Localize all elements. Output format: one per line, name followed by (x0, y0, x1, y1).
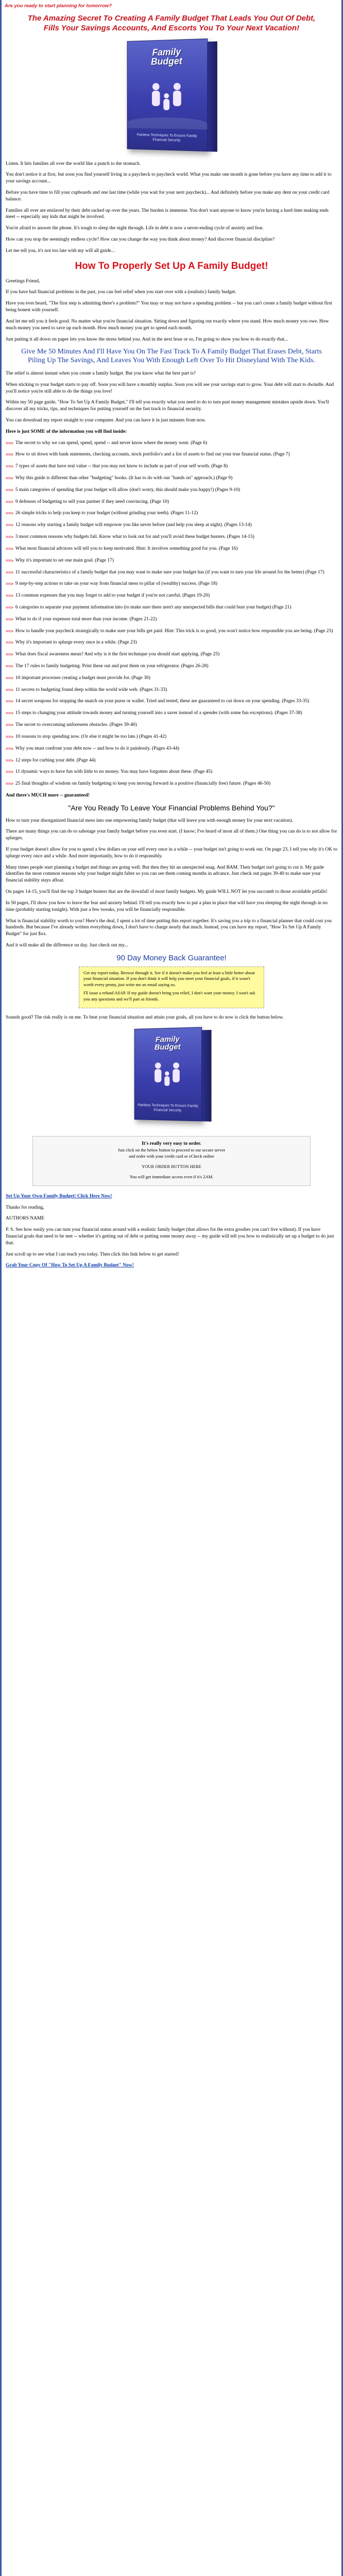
feature-bullet (6, 475, 337, 482)
arrow-icon: ==> (6, 499, 13, 504)
guarantee-box (79, 967, 264, 1008)
feature-bullet (6, 557, 337, 564)
feature-bullet (6, 440, 337, 447)
feature-bullet-text: How to sit down with bank statements, checking accounts, stock portfolio's and a list of assets to find out your true financial status. (Page 7) (15, 452, 290, 457)
order-instant-text: You will get immediate access even if it's 2AM. (129, 1174, 214, 1179)
arrow-icon: ==> (6, 522, 13, 528)
book-spine-2 (202, 1030, 211, 1122)
feature-bullet (6, 499, 337, 505)
arrow-icon: ==> (6, 440, 13, 446)
feature-bullet (6, 687, 337, 693)
feature-bullet-text: Why this guide is different than other "budgeting" books. (It has to do with our "hands on" approach.) (Page 9) (15, 476, 233, 481)
feature-bullet-text: 5 main categories of spending that your budget will allow (don't worry, this should make you happy!) (Pages 9-10) (15, 487, 241, 493)
arrow-icon: ==> (6, 640, 13, 646)
order-box (32, 1136, 311, 1186)
arrow-icon: ==> (6, 581, 13, 587)
intro-paragraph: Families all over are enslaved by their debt racked up over the years. The burden is immense. You don't want anyone to know you're having a hard time making ends meet -- especially any kids that might be involved. (6, 208, 329, 220)
body-paragraph: In 50 pages, I'll show you how to leave the fear and anxiety behind. I'll tell you exactly how to put a plan in place that will have you sleeping the night through in no time (probably starting tonight). With just a few tweaks, you will be financially responsible. (6, 900, 328, 912)
feature-bullet-text: 11 dynamic ways to have fun with little to no money. You may have forgotten about these. (Page 45) (15, 769, 213, 775)
body-paragraph: How to turn your disorganized financial mess into one empowering family budget (that will leave you with enough money for your next vacation). (6, 818, 293, 823)
body-section-1 (2, 278, 341, 343)
feature-bullet (6, 781, 337, 787)
book-cover-2 (134, 1027, 211, 1127)
intro-paragraph: Before you have time to fill your cupboards and one last time (while you wait for your next paycheck)... And definitely before you make any dent on your credit card balance. (6, 190, 330, 202)
order-button[interactable]: YOUR ORDER BUTTON HERE (142, 1164, 201, 1169)
feature-bullet (6, 604, 337, 611)
theres-more-line: And there's MUCH more -- guaranteed! (6, 792, 90, 798)
order-line-2: and order with your credit card or eCheck online (129, 1154, 214, 1159)
feature-bullet-text: Why it's important to set one main goal. (Page 17) (15, 557, 114, 563)
book-title-line2: Budget (151, 56, 182, 67)
feature-bullet (6, 581, 337, 587)
feature-bullet (6, 487, 337, 494)
hero-heading: The Amazing Secret To Creating A Family Budget That Leads You Out Of Debt, Fills Your Savings Accounts, And Escorts You To Your Next Vacation! (27, 14, 316, 32)
body-paragraph: And let me tell you it feels good. No matter what you're financial situation. Sitting down and figuring out exactly where you stand. How much money you owe. How much money you need to save up each month. How much money you get to spend each month. (6, 318, 329, 331)
book-subtitle: Painless Techniques To Ensure Family Financial Security (138, 1104, 198, 1112)
feature-bullet-text: 14 secret weapons for stopping the snatch on your purse or wallet. Tried and tested, these are guaranteed to cut down on your spending. (Pages 33-35) (15, 699, 310, 704)
book-cover (127, 38, 218, 157)
guarantee-heading: 90 Day Money Back Guarantee! (116, 953, 227, 962)
feature-bullet-text: What does fiscal awareness mean? And why is it the first technique you should start applying. (Page 25) (15, 652, 220, 657)
book-face (127, 38, 208, 151)
greeting: Greetings Friend, (6, 278, 40, 284)
arrow-icon: ==> (6, 722, 13, 728)
body-paragraph: Many times people start planning a budget and things are going well. But then they hit an unexpected snag. And BAM. Their budget isn't going to cut it. My guide identifies the most common reasons why your budget might falter so you can see them coming months in advance. Just check out pages 39-40 to make sure your financial stability stays afloat. (6, 865, 324, 884)
feature-bullet-text: What most financial advisors will tell you to keep motivated. Hint: It involves something good for you. (Page 16) (15, 546, 238, 551)
book-title-line1: Family (152, 46, 181, 58)
feature-bullet-text: How to handle your paycheck strategically to make sure your bills get paid. Hint: This trick is so good, you won't notice how responsible you are being. (Page 23) (15, 628, 333, 634)
arrow-icon: ==> (6, 616, 13, 622)
body-section-3 (2, 818, 341, 949)
guarantee-paragraph: Get my report today. Browse through it. See if it doesn't make you feel at least a little better about your financial situation. If you don't think it will help you meet your financial goals, if it wasn't worth every penny, just write me an email saying so. (83, 970, 255, 987)
setup-budget-link[interactable]: Set Up Your Own Family Budget! Click Here Now! (6, 1193, 112, 1199)
feature-bullet (6, 463, 337, 470)
arrow-icon: ==> (6, 628, 13, 634)
feature-bullet (6, 757, 337, 764)
feature-bullet-text: 3 most common reasons why budgets fail. Know what to look out for and you'll avoid these budget busters. (Pages 14-15) (15, 534, 254, 540)
feature-bullet-text: 15 steps to changing your attitude towards money and turning yourself into a saver instead of a spender (with some fun exceptions). (Pages 37-38) (15, 710, 302, 716)
feature-bullet (6, 628, 337, 635)
intro-section (2, 161, 341, 255)
feature-bullet-list (2, 440, 341, 787)
feature-bullet-text: 12 reasons why starting a family budget will empower you like never before (and help you sleep at night). (Pages 13-14) (15, 522, 252, 528)
give-me-subheading: Give Me 50 Minutes And I'll Have You On The Fast Track To A Family Budget That Erases Debt, Starts Piling Up The Savings, And Leaves You With Enough Left Over To Hit Disneyland With The Kids. (21, 348, 322, 365)
setup-heading: How To Properly Set Up A Family Budget! (75, 260, 268, 272)
intro-paragraph: You don't notice it at first, but soon you find yourself living in a paycheck to paycheck world. What you make one month is gone before you have any time to add it to your savings account... (6, 172, 332, 184)
feature-bullet (6, 592, 337, 599)
book-face-2 (134, 1027, 202, 1121)
guarantee-paragraph: I'll issue a refund ASAP. If my guide doesn't bring you relief, I don't want your money. I won't ask you any questions and we'll part as friends. (83, 990, 255, 1002)
feature-bullet (6, 569, 337, 576)
feature-bullet (6, 451, 337, 458)
grab-copy-link[interactable]: Grab Your Copy Of "How To Set Up A Family Budget" Now! (6, 1263, 134, 1268)
feature-bullet (6, 745, 337, 752)
feature-bullet-text: 6 categories to separate your payment information into (to make sure there aren't any unexpected bills that could bust your budget) (Page 21) (15, 604, 291, 610)
arrow-icon: ==> (6, 745, 13, 751)
arrow-icon: ==> (6, 769, 13, 775)
feature-bullet-text: 7 types of assets that have real value -- that you may not know to include as part of your self worth. (Page 8) (15, 464, 228, 469)
arrow-icon: ==> (6, 476, 13, 481)
body-paragraph: What is financial stability worth to you? Here's the deal, I spent a lot of time putting this report together. It's saving you a trip to a financial planner that could cost you hundreds. But because I've already written everything down, I don't have to charge nearly that much. Instead, you can have my report, "How To Set Up A Family Budget" for just $xx. (6, 918, 332, 937)
body-paragraph: And it will make all the difference on day. Just check out my... (6, 942, 128, 948)
intro-paragraph: Let me tell you, it's not too late with my will all guide... (6, 248, 115, 253)
feature-bullet-text: 25 final thoughts of wisdom on family budgeting to keep you moving forward in a positive (financially free) future. (Pages 46-50) (15, 781, 271, 787)
here-is-line: Here is just SOME of the information you will find inside: (6, 429, 127, 434)
body-paragraph: Just putting it all down on paper lets you know the stress behind you. And in the next hour or so, I'm going to show you how to do exactly that... (6, 336, 288, 342)
book-cover-wrap-2 (2, 1026, 341, 1131)
feature-bullet-text: What to do if your expenses total more than your income. (Pages 21-22) (15, 616, 157, 622)
feature-bullet (6, 663, 337, 670)
feature-bullet-text: 10 reasons to stop spending now. (Or else it might be too late.) (Pages 41-42) (15, 734, 167, 739)
arrow-icon: ==> (6, 487, 13, 493)
intro-paragraph: How can you stop the seemingly endless cycle? How can you change the way you think about money? And discover financial discipline? (6, 237, 275, 242)
body-section-2 (2, 370, 341, 435)
arrow-icon: ==> (6, 511, 13, 516)
book-wave (128, 117, 208, 129)
book-title-line2: Budget (154, 1042, 181, 1052)
arrow-icon: ==> (6, 757, 13, 763)
arrow-icon: ==> (6, 652, 13, 657)
arrow-icon: ==> (6, 534, 13, 540)
intro-paragraph: You're afraid to answer the phone. It's tough to sleep the night through. Life in debt is now a never-ending cycle of anxiety and fear. (6, 226, 264, 231)
arrow-icon: ==> (6, 781, 13, 787)
intro-paragraph: Listen. It hits families all over the world like a punch to the stomach. (6, 161, 141, 166)
book-cover-wrap (2, 38, 341, 161)
feature-bullet-text: Why it's important to splurge every once in a while. (Page 23) (15, 640, 137, 646)
thanks-line: Thanks for reading, (6, 1205, 44, 1210)
feature-bullet (6, 651, 337, 658)
family-figures-icon (149, 1060, 186, 1091)
feature-bullet (6, 698, 337, 705)
arrow-icon: ==> (6, 546, 13, 551)
body-paragraph: There are many things you can do to sabotage your family budget before you even start. (I know; I've heard of most all of them.) One thing you can do is to not allow for splurges. (6, 829, 337, 841)
body-paragraph: The relief is almost instant when you create a family budget. But you know what the best part is? (6, 370, 196, 376)
family-figures-icon (146, 80, 188, 116)
body-paragraph: When sticking to your budget starts to pay off. Soon you will have a monthly surplus. Soon you will see your savings start to grow. Your debt will start to dwindle. And you'll notice you're still able to do the things you love! (6, 382, 334, 394)
arrow-icon: ==> (6, 699, 13, 704)
feature-bullet-text: The secret to why we can spend, spend, spend -- and never know where the money went. (Page 6) (15, 440, 208, 446)
arrow-icon: ==> (6, 734, 13, 739)
body-paragraph: Have you ever heard, "The first step is admitting there's a problem?" You may or may not have a spending problem -- but you can't create a family budget without first being honest with yourself. (6, 301, 332, 313)
order-line-1: Just click on the below button to proceed to our secure server (117, 1147, 226, 1153)
arrow-icon: ==> (6, 675, 13, 681)
arrow-icon: ==> (6, 593, 13, 599)
feature-bullet (6, 510, 337, 517)
feature-bullet (6, 710, 337, 717)
body-paragraph: If your budget doesn't allow for you to spend a few dollars on your self every once in a while -- your budget isn't going to work out. On page 23, I tell you why it's OK to splurge every once and a while. And more importantly, how to do it responsibly. (6, 847, 337, 859)
book-title-line1: Family (156, 1035, 180, 1044)
closing-section (2, 1193, 341, 1269)
feature-bullet-text: The 17 rules to family budgeting. Print these out and post them on your refrigerator. (Pages 26-28) (15, 664, 209, 669)
feature-bullet (6, 534, 337, 540)
feature-bullet (6, 522, 337, 529)
feature-bullet-text: 12 steps for curbing your debt. (Page 44) (15, 757, 96, 763)
body-paragraph: Sounds good? The risk really is on me. To beat your financial situation and attain your goals, all you have to do now is click the button below. (6, 1015, 284, 1021)
feature-bullet-text: The secret to overcoming unforeseen obstacles. (Pages 39-40) (15, 722, 137, 728)
feature-bullet (6, 769, 337, 775)
body-paragraph: You can download my report straight to your computer. And you can have it in just minutes from now. (6, 417, 206, 423)
feature-bullet-text: Why you must confront your debt now -- and how to do it painlessly. (Pages 43-44) (15, 745, 180, 751)
feature-bullet-text: 11 successful characteristics of a family budget that you may want to make sure your budget has (if you want to turn your life around for the better) (Page 17) (15, 569, 324, 575)
arrow-icon: ==> (6, 569, 13, 575)
order-easy-text: It's really very easy to order. (142, 1141, 201, 1146)
more-section (2, 792, 341, 799)
arrow-icon: ==> (6, 604, 13, 610)
body-section-4 (2, 1014, 341, 1021)
feature-bullet-text: 9 defenses of budgeting to sell your partner if they need convincing. (Page 10) (15, 499, 169, 504)
book-spine (208, 41, 217, 151)
author-name: AUTHORS NAME (6, 1216, 45, 1222)
feature-bullet (6, 546, 337, 552)
feature-bullet (6, 675, 337, 682)
arrow-icon: ==> (6, 464, 13, 469)
body-paragraph: On pages 14-15, you'll find the top 3 budget busters that are the downfall of most family budgets. My guide WILL NOT let you succumb to those avoidable pitfalls! (6, 889, 328, 895)
feature-bullet (6, 639, 337, 646)
feature-bullet-text: 10 important processes creating a budget must provide for. (Page 30) (15, 675, 150, 681)
feature-bullet-text: 13 common expenses that you may forget to add to your budget if you're not careful. (Pages 19-20) (15, 593, 210, 599)
arrow-icon: ==> (6, 557, 13, 563)
feature-bullet (6, 616, 337, 623)
book-title (128, 46, 208, 67)
arrow-icon: ==> (6, 687, 13, 692)
feature-bullet (6, 734, 337, 740)
feature-bullet-text: 26 simple tricks to help you keep to your budget (without grinding your teeth). (Pages 11-12) (15, 511, 198, 516)
arrow-icon: ==> (6, 710, 13, 716)
top-question: Are you ready to start planning for tomorrow? (5, 3, 112, 9)
body-paragraph: If you have had financial problems in the past, you can feel relief when you start over with a (realistic) family budget. (6, 290, 236, 295)
book-title-2 (135, 1035, 201, 1052)
body-paragraph: Within my 50 page guide, "How To Set Up A Family Budget," I'll tell you exactly what you need to do to turn past money management mistakes upside down. You'll discover all my tricks, tips, and techniques for putting yourself on the fast track to financial security. (6, 400, 329, 412)
feature-bullet-text: 9 step-by-step actions to take on your way from financial mess to pillar of (wealthy) success. (Page 18) (15, 581, 217, 587)
feature-bullet-text: 11 secrets to budgeting found deep within the world wide web. (Pages 31-33) (15, 687, 167, 692)
ps2-paragraph: Just scroll up to see what I can teach you today. Then click this link below to get started! (6, 1251, 179, 1257)
feature-bullet (6, 722, 337, 728)
arrow-icon: ==> (6, 664, 13, 669)
arrow-icon: ==> (6, 452, 13, 457)
book-subtitle: Painless Techniques To Ensure Family Financial Security (136, 133, 197, 142)
ready-heading: "Are You Ready To Leave Your Financial Problems Behind You?" (68, 803, 275, 812)
ps-paragraph: P. S. See how easily you can turn your financial status around with a realistic family budget (that allows for the extra goodies you can't live without). If you have financial goals that need to be met -- whether it's getting out of debt or putting some money away -- my guide will tell you how to realistically set up a budget to do just that. (6, 1227, 334, 1246)
